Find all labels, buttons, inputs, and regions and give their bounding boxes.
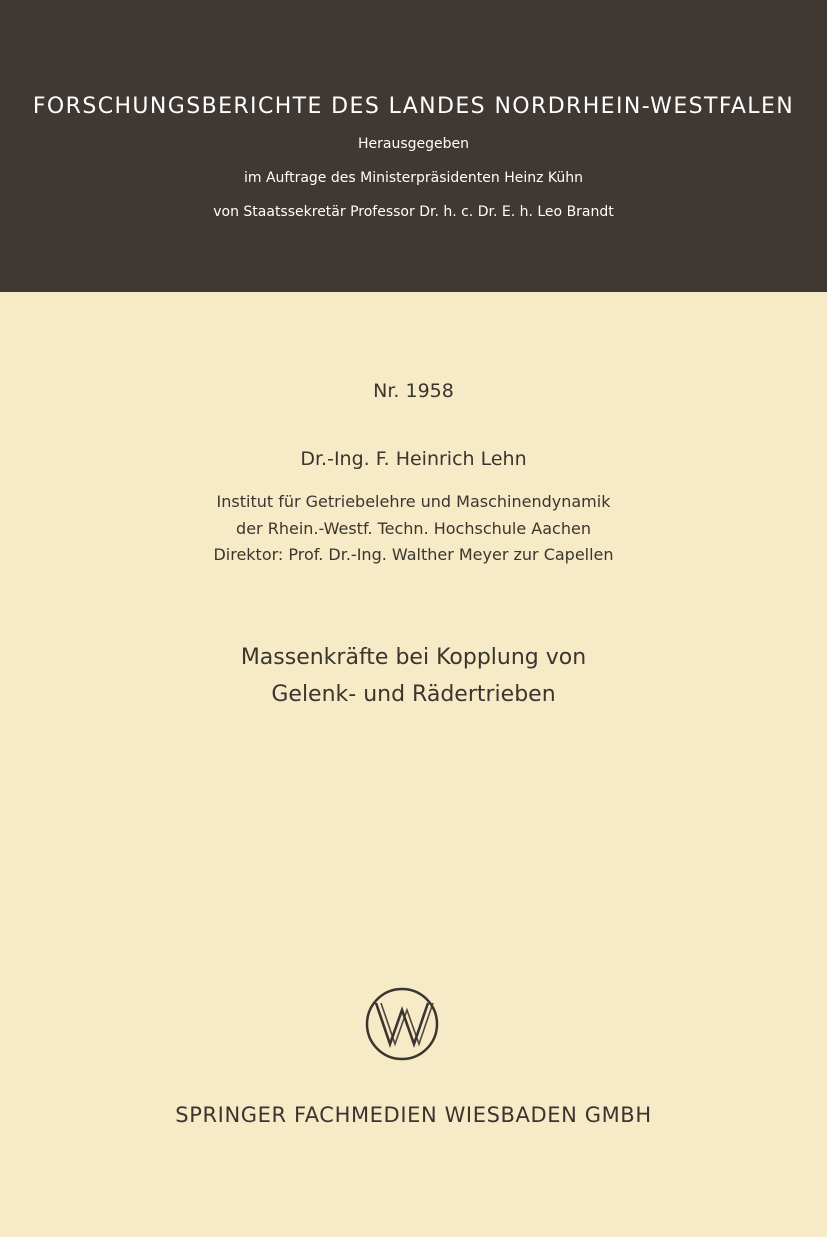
author-name: Dr.-Ing. F. Heinrich Lehn <box>300 448 527 470</box>
institute-line-2: der Rhein.-Westf. Techn. Hochschule Aachen <box>236 519 591 538</box>
book-title-line-1: Massenkräfte bei Kopplung von <box>240 645 587 670</box>
editor-line-herausgegeben: Herausgegeben <box>357 136 469 152</box>
institute-line-3: Direktor: Prof. Dr.-Ing. Walther Meyer zur Capellen <box>213 545 614 564</box>
editor-line-staatssekretaer: von Staatssekretär Professor Dr. h. c. Dr. E. h. Leo Brandt <box>213 204 614 220</box>
book-title-line-2: Gelenk- und Rädertrieben <box>271 682 556 707</box>
springer-ww-logo-icon <box>364 986 440 1062</box>
institute-line-1: Institut für Getriebelehre und Maschinendynamik <box>216 492 611 511</box>
editor-line-ministerpraesident: im Auftrage des Ministerpräsidenten Heinz Kühn <box>243 170 584 186</box>
series-title: FORSCHUNGSBERICHTE DES LANDES NORDRHEIN-WESTFALEN <box>32 94 795 119</box>
series-header-band <box>0 0 827 292</box>
publisher-name: SPRINGER FACHMEDIEN WIESBADEN GMBH <box>175 1103 652 1127</box>
report-number: Nr. 1958 <box>373 380 454 402</box>
springer-logo-svg <box>364 986 440 1062</box>
